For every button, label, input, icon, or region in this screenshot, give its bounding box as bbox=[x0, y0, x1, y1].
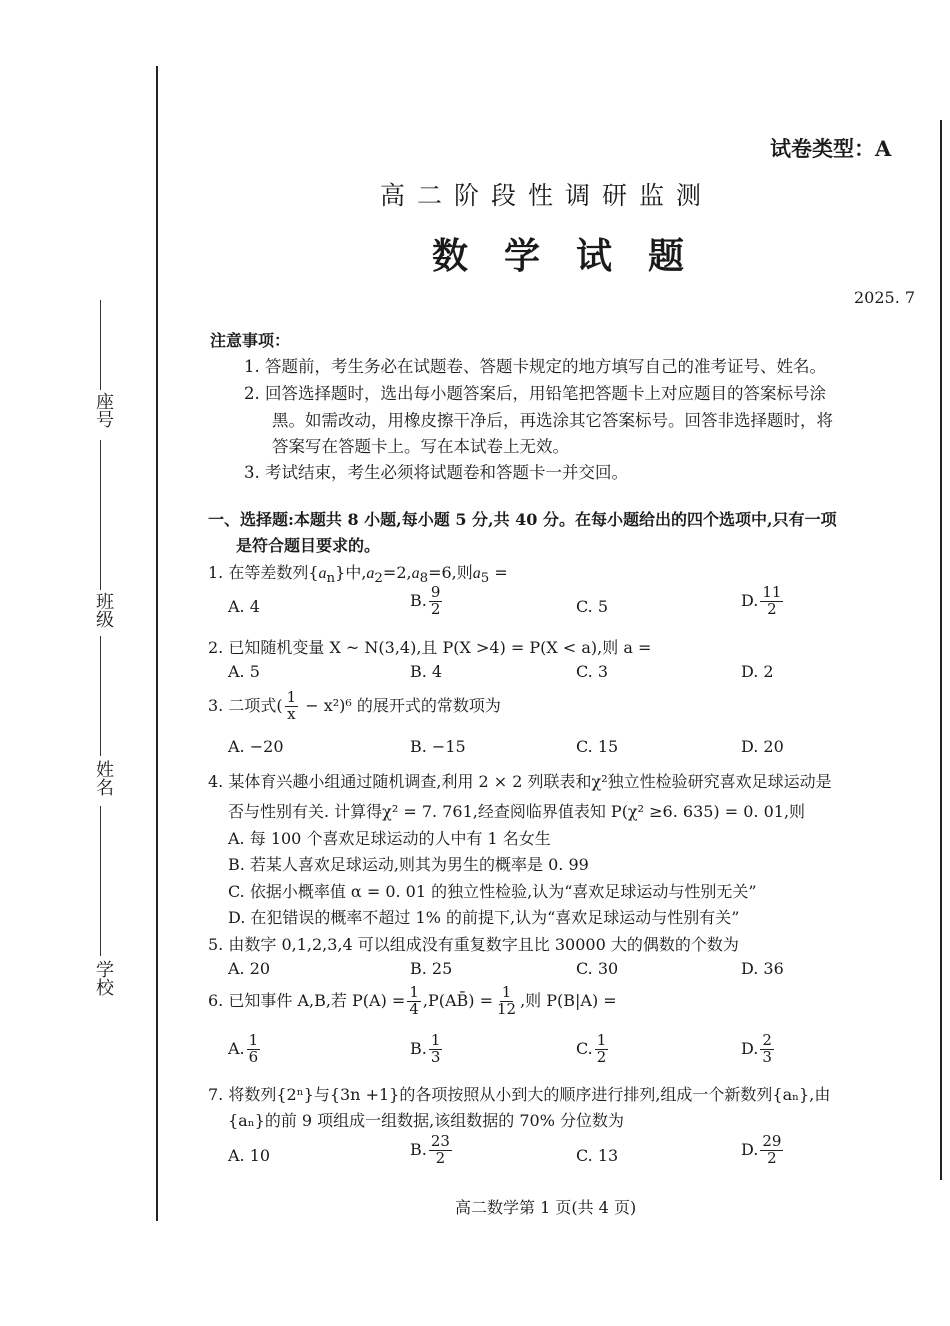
q7-option-c: C. 13 bbox=[576, 1146, 619, 1165]
q3-option-d: D. 20 bbox=[741, 737, 784, 756]
note-item-2: 2. 回答选择题时，选出每小题答案后，用铅笔把答题卡上对应题目的答案标号涂 bbox=[244, 384, 826, 403]
question-4-stem-cont: 否与性别有关. 计算得χ² = 7. 761,经查阅临界值表知 P(χ² ≥6. 635) = 0. 01,则 bbox=[228, 802, 806, 821]
question-1-stem: 1. 在等差数列$\{a_n\}$中$,a_2=2,a_8=6$,则$a_5$ = bbox=[208, 563, 508, 587]
q5-option-b: B. 25 bbox=[410, 959, 453, 978]
class-label: 班级 bbox=[93, 592, 114, 628]
q3-option-c: C. 15 bbox=[576, 737, 619, 756]
note-item-1: 1. 答题前，考生务必在试题卷、答题卡规定的地方填写自己的准考证号、姓名。 bbox=[244, 357, 826, 376]
class-field-line-2[interactable] bbox=[100, 636, 101, 756]
q1-option-b: B. $\frac{9}{2}$ bbox=[410, 583, 441, 618]
q5-option-d: D. 36 bbox=[741, 959, 784, 978]
q7-option-a: A. 10 bbox=[228, 1146, 271, 1165]
note-item-2-cont: 黑。如需改动，用橡皮擦干净后，再选涂其它答案标号。回答非选择题时，将 bbox=[272, 411, 833, 430]
q4-option-a: A. 每 100 个喜欢足球运动的人中有 1 名女生 bbox=[228, 829, 551, 848]
q4-option-b: B. 若某人喜欢足球运动,则其为男生的概率是 0. 99 bbox=[228, 855, 589, 874]
name-field-line[interactable] bbox=[100, 806, 101, 956]
name-label: 姓名 bbox=[93, 760, 114, 796]
exam-date: 2025. 7 bbox=[854, 288, 916, 307]
q1-option-a: A. 4 bbox=[228, 597, 260, 616]
q5-option-a: A. 20 bbox=[228, 959, 271, 978]
school-label: 学校 bbox=[93, 960, 114, 996]
subject-title: 数学试题 bbox=[432, 235, 721, 277]
q6-option-a: A. $\frac{1}{6}$ bbox=[228, 1031, 259, 1066]
q5-option-c: C. 30 bbox=[576, 959, 619, 978]
q2-option-c: C. 3 bbox=[576, 662, 609, 681]
question-2-stem: 2. 已知随机变量 X ~ N(3,4),且 P(X >4) = P(X < a),则 a = bbox=[208, 638, 652, 657]
q2-option-a: A. 5 bbox=[228, 662, 260, 681]
q6-option-b: B. $\frac{1}{3}$ bbox=[410, 1031, 441, 1066]
q7-option-d: D. $\frac{29}{2}$ bbox=[741, 1132, 782, 1167]
binding-line-left bbox=[156, 66, 158, 1221]
q6-option-c: C. $\frac{1}{2}$ bbox=[576, 1031, 607, 1066]
paper-type: 试卷类型：A bbox=[770, 136, 892, 161]
section-heading-cont: 是符合题目要求的。 bbox=[236, 536, 381, 555]
q3-option-a: A. −20 bbox=[228, 737, 284, 756]
question-5-stem: 5. 由数字 0,1,2,3,4 可以组成没有重复数字且比 30000 大的偶数的个数为 bbox=[208, 935, 739, 954]
notes-heading: 注意事项： bbox=[210, 331, 291, 350]
q1-option-d: D. $\frac{11}{2}$ bbox=[741, 583, 782, 618]
q6-option-d: D. $\frac{2}{3}$ bbox=[741, 1031, 772, 1066]
question-4-stem: 4. 某体育兴趣小组通过随机调查,利用 2 × 2 列联表和χ²独立性检验研究喜欢足球运动是 bbox=[208, 772, 832, 791]
q4-option-d: D. 在犯错误的概率不超过 1% 的前提下,认为“喜欢足球运动与性别有关” bbox=[228, 908, 740, 927]
exam-title: 高二阶段性调研监测 bbox=[380, 181, 714, 210]
class-field-line[interactable] bbox=[100, 440, 101, 590]
binding-line-right bbox=[940, 120, 942, 1180]
question-3-stem: 3. 二项式( $\frac{1}{x}$ − x²)⁶ 的展开式的常数项为 bbox=[208, 688, 501, 723]
seat-field-line[interactable] bbox=[100, 300, 101, 390]
question-7-stem: 7. 将数列{2ⁿ}与{3n +1}的各项按照从小到大的顺序进行排列,组成一个新数列{aₙ},由 bbox=[208, 1085, 831, 1104]
seat-label: 座号 bbox=[93, 392, 114, 428]
note-item-3: 3. 考试结束，考生必须将试题卷和答题卡一并交回。 bbox=[244, 463, 628, 482]
q2-option-d: D. 2 bbox=[741, 662, 774, 681]
question-6-stem: 6. 已知事件 A,B,若 P(A) = $\frac{1}{4}$ ,P(AB̄) = $\frac{1}{12}$ ,则 P(B|A) = bbox=[208, 983, 617, 1018]
q1-option-c: C. 5 bbox=[576, 597, 609, 616]
page-footer: 高二数学第 1 页(共 4 页) bbox=[455, 1198, 637, 1217]
note-item-2-cont2: 答案写在答题卡上。写在本试卷上无效。 bbox=[272, 437, 569, 456]
q2-option-b: B. 4 bbox=[410, 662, 443, 681]
q3-option-b: B. −15 bbox=[410, 737, 466, 756]
q7-option-b: B. $\frac{23}{2}$ bbox=[410, 1132, 450, 1167]
q4-option-c: C. 依据小概率值 α = 0. 01 的独立性检验,认为“喜欢足球运动与性别无关” bbox=[228, 882, 757, 901]
section-heading: 一、选择题:本题共 8 小题,每小题 5 分,共 40 分。在每小题给出的四个选项中,只有一项 bbox=[208, 510, 837, 529]
question-7-stem-cont: {aₙ}的前 9 项组成一组数据,该组数据的 70% 分位数为 bbox=[228, 1111, 624, 1130]
